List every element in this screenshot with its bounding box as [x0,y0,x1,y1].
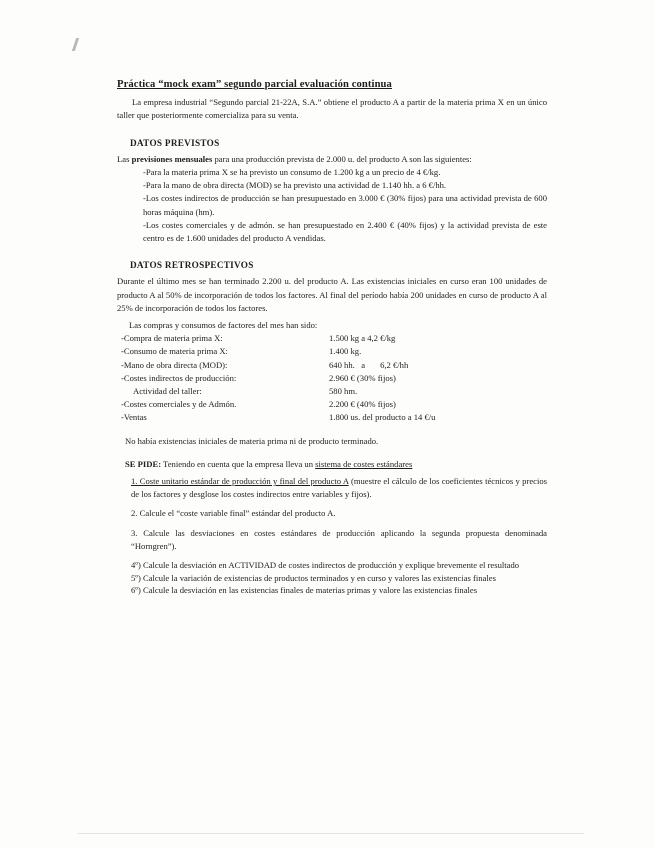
retro-note: No había existencias iniciales de materia prima ni de producto terminado. [125,435,379,446]
question-1 [131,475,547,501]
retro-subhead [121,319,547,332]
scan-mark [72,38,79,51]
retro-row [121,385,547,398]
previstos-item: -Para la materia prima X se ha previsto un consumo de 1.200 kg a un precio de 4 €/kg. [143,167,441,178]
previstos-lead [117,153,547,166]
retro-row-label: -Mano de obra directa (MOD): [121,359,228,370]
question-1-heading: 1. Coste unitario estándar de producción y final del producto A [131,476,349,487]
scan-bottom-edge [78,833,584,834]
se-pide-intro-text: Teniendo en cuenta que la empresa lleva un [161,458,316,469]
question-5: 5º) Calcule la variación de existencias de productos terminados y en curso y valores las existencias finales [131,573,496,584]
intro-paragraph: La empresa industrial “Segundo parcial 21-22A, S.A.” obtiene el producto A a partir de la materia prima X en un único taller que posteriormente comercializa para su venta. [117,97,547,121]
retro-row-value: 1.400 kg. [329,346,362,357]
retro-row-label: -Consumo de materia prima X: [121,346,228,357]
retro-row [121,332,547,345]
retro-row-label: Actividad del taller: [133,386,202,397]
retro-row-value: 1.800 us. del producto a 14 €/u [329,412,436,423]
se-pide-intro [125,458,547,471]
retro-row [121,411,547,424]
question-1-text: (muestre el cálculo de los coeficientes técnicos y precios de los factores y desglose los costes indirectos entre variables y fijos). [131,476,547,500]
retro-row-value: 2.960 € (30% fijos) [329,372,396,383]
question-2: 2. Calcule el “coste variable final” estándar del producto A. [131,508,336,519]
retro-row-label: -Costes indirectos de producción: [121,372,237,383]
retro-row-value: 1.500 kg a 4,2 €/kg [329,333,396,344]
retro-row-label: -Compra de materia prima X: [121,333,223,344]
previstos-item: -Los costes indirectos de producción se han presupuestado en 3.000 € (30% fijos) para una actividad prevista de 600 horas máquina (hm). [143,193,547,217]
retro-row [121,372,547,385]
document-body [117,78,547,596]
previstos-item: -Los costes comerciales y de admón. se han presupuestado en 2.400 € (40% fijos) y la actividad prevista de este centro es de 1.600 unidades del producto A vendidas. [143,219,547,244]
se-pide-label: SE PIDE: [125,458,162,469]
previstos-lead-before: Las [117,153,132,164]
question-3: 3. Calcule las desviaciones en costes estándares de producción aplicando la segunda propuesta denominada “Horngren”). [131,527,547,551]
retro-subhead-text: Las compras y consumos de factores del mes han sido: [129,320,318,331]
retro-row-label: -Costes comerciales y de Admón. [121,399,237,410]
previstos-lead-bold: previsiones mensuales [131,153,213,164]
previstos-item: -Para la mano de obra directa (MOD) se ha previsto una actividad de 1.140 hh. a 6 €/hh. [143,180,447,191]
question-6: 6º) Calcule la desviación en las existencias finales de materias primas y valore las existencias finales [131,585,478,596]
previstos-lead-after: para una producción prevista de 2.000 u. del producto A son las siguientes: [212,153,472,164]
section-heading-retrospectivos: DATOS RETROSPECTIVOS [130,260,254,271]
retro-row [121,359,547,372]
section-heading-previstos: DATOS PREVISTOS [130,137,220,148]
retro-row-value: 580 hm. [329,386,358,397]
retro-row [121,345,547,358]
se-pide-intro-link: sistema de costes estándares [315,458,413,469]
question-4: 4º) Calcule la desviación en ACTIVIDAD de costes indirectos de producción y explique brevemente el resultado [131,560,520,571]
retro-paragraph: Durante el último mes se han terminado 2.200 u. del producto A. Las existencias iniciales en curso eran 100 unidades de producto A al 50% de incorporación de todos los factores. Al final del período había 200 unidades en curso de producto A al 25% de incorporación de todos los factores. [117,276,547,313]
retro-row-value: 2.200 € (40% fijos) [329,399,396,410]
page-title: Práctica “mock exam” segundo parcial evaluación continua [117,79,392,90]
retro-row-value: 640 hh. a 6,2 €/hh [329,359,409,370]
retro-row-label: -Ventas [121,412,147,423]
retro-row [121,398,547,411]
